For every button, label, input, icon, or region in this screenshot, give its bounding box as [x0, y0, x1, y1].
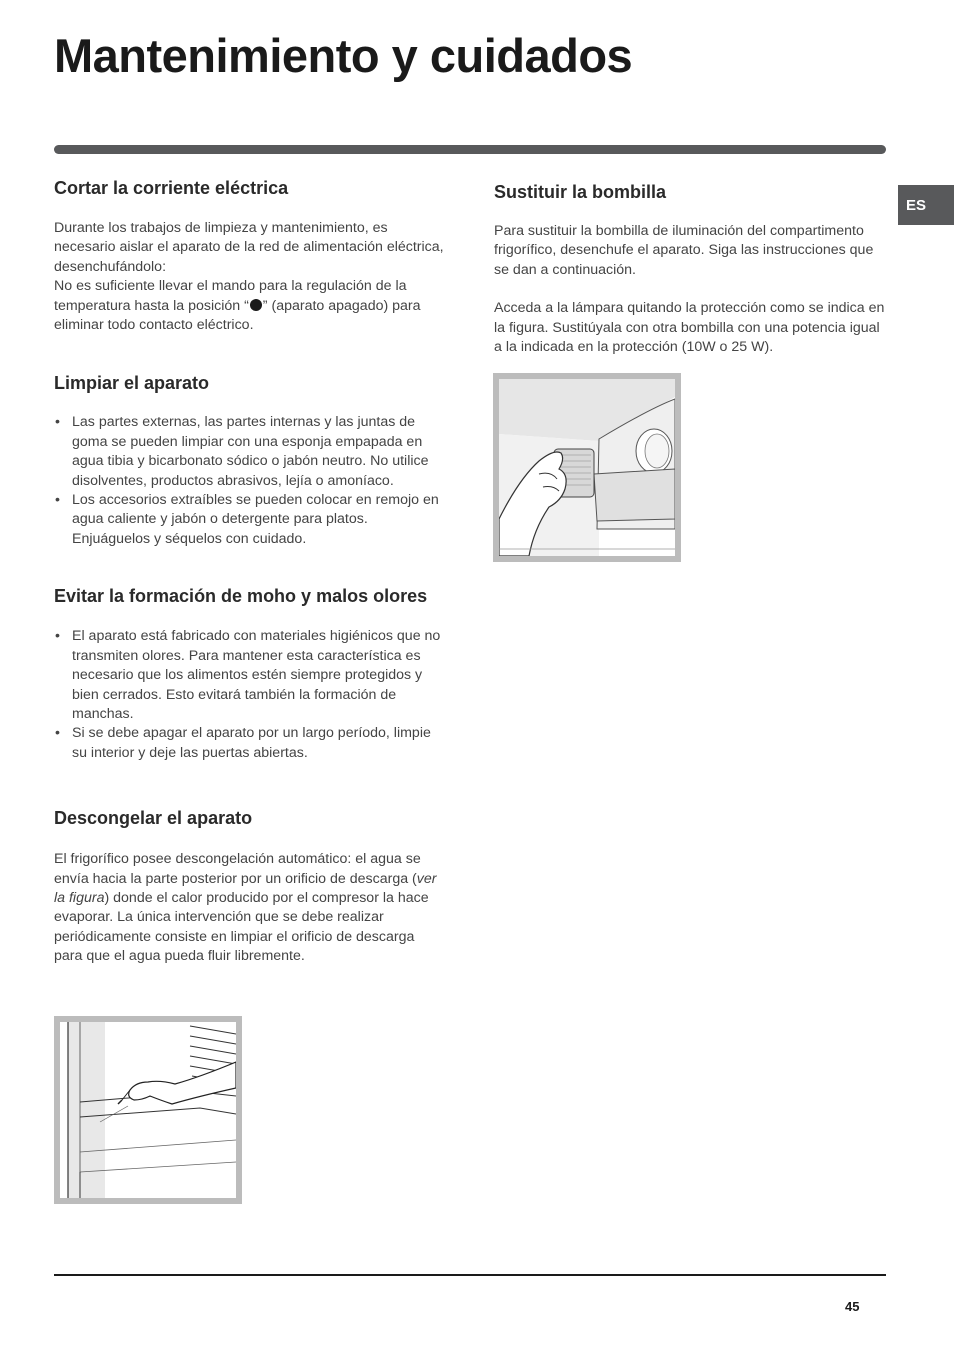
defrost-illustration	[60, 1022, 236, 1198]
section-descongelar	[54, 808, 446, 966]
section-moho	[54, 586, 446, 763]
language-tab	[898, 185, 954, 225]
defrost-drain-figure	[54, 1016, 242, 1204]
bulb-illustration	[499, 379, 675, 556]
list-item: • Las partes externas, las partes internas y las juntas de goma se pueden limpiar con una esponja empapada en agua tibia y bicarbonato sódico o jabón neutro. No utilice disolventes, productos abrasivos, lejía o amoníaco.	[54, 413, 446, 491]
section-bombilla	[494, 182, 888, 357]
section-heading-limpiar: Limpiar el aparato	[54, 373, 210, 394]
section-heading-cortar: Cortar la corriente eléctrica	[54, 178, 289, 198]
right-column	[494, 182, 888, 357]
list-item: • Si se debe apagar el aparato por un largo período, limpie su interior y deje las puertas abiertas.	[54, 724, 446, 763]
descongelar-paragraph	[54, 850, 446, 966]
section-heading-moho: Evitar la formación de moho y malos olores	[54, 586, 428, 607]
descongelar-text-b: ) donde el calor producido por el compresor la hace evaporar. La única intervención que se debe realizar periódicamente consiste en limpiar el orificio de descarga para que el agua pueda fluir libremente.	[54, 889, 429, 965]
cortar-paragraph-1: Durante los trabajos de limpieza y mantenimiento, es necesario aislar el aparato de la red de alimentación eléctrica, desenchufándolo:	[54, 220, 444, 275]
page-number: 45	[845, 1299, 860, 1314]
bombilla-paragraph-1: Para sustituir la bombilla de iluminación del compartimento frigorífico, desenchufe el aparato. Siga las instrucciones que se dan a continuación.	[494, 223, 874, 278]
limpiar-list	[54, 413, 446, 549]
top-divider	[54, 145, 886, 154]
bulb-replacement-figure	[493, 373, 681, 562]
left-column	[54, 178, 446, 967]
cortar-paragraph-2b: ” (aparato apagado) para eliminar todo contacto eléctrico.	[54, 297, 421, 334]
off-position-icon	[250, 299, 262, 311]
bottom-divider	[54, 1274, 886, 1276]
language-tab-label: ES	[906, 196, 927, 214]
cortar-paragraph-2a: No es suficiente llevar el mando para la regulación de la temperatura hasta la posición “	[54, 278, 407, 314]
descongelar-text-a: El frigorífico posee descongelación automático: el agua se envía hacia la parte posterior por un orificio de descarga (	[54, 851, 421, 887]
section-cortar	[54, 178, 446, 335]
list-item: • El aparato está fabricado con materiales higiénicos que no transmiten olores. Para mantener esta característica es necesario que los alimentos estén siempre protegidos y bien cerrados. Esto evitará también la formación de manchas.	[54, 627, 446, 724]
descongelar-text-italic: ver la figura	[54, 870, 437, 906]
bombilla-paragraph-2: Acceda a la lámpara quitando la protección como se indica en la figura. Sustitúyala con otra bombilla con una potencia igual a la indicada en la protección (10W o 25 W).	[494, 300, 885, 356]
section-heading-descongelar: Descongelar el aparato	[54, 808, 253, 829]
list-item: • Los accesorios extraíbles se pueden colocar en remojo en agua caliente y jabón o detergente para platos. Enjuáguelos y séquelos con cuidado.	[54, 491, 446, 549]
section-limpiar	[54, 373, 446, 549]
section-heading-bombilla: Sustituir la bombilla	[494, 182, 667, 202]
moho-list	[54, 627, 446, 763]
cortar-paragraph-2	[54, 277, 446, 335]
page-title: Mantenimiento y cuidados	[54, 29, 633, 82]
